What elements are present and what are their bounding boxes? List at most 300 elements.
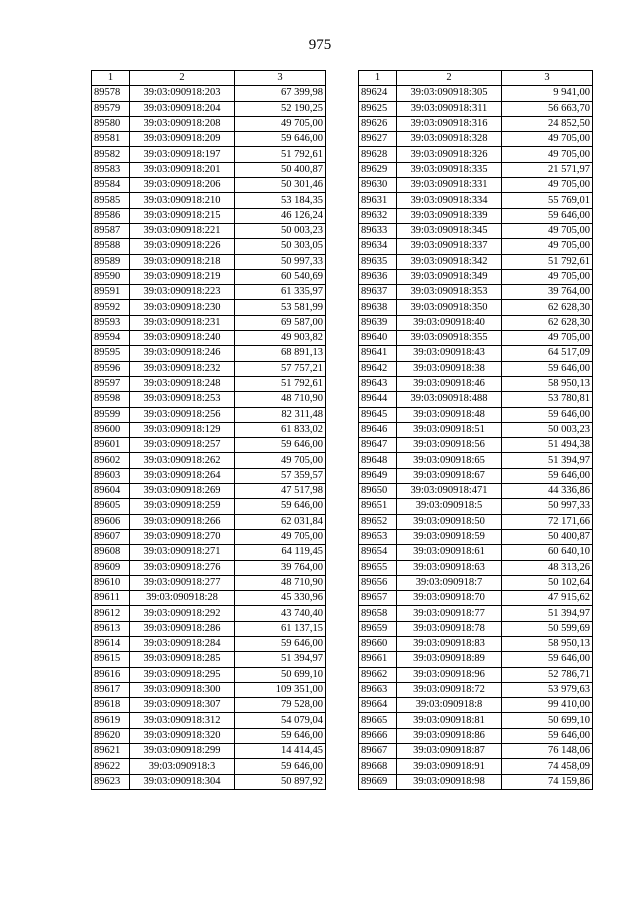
cadastral-value: 62 628,30 [502, 300, 593, 315]
cadastral-id: 39:03:090918:83 [397, 636, 502, 651]
table-row [359, 132, 593, 147]
table-row [92, 315, 326, 330]
cadastral-value: 47 915,62 [502, 591, 593, 606]
cadastral-value: 50 997,33 [235, 254, 326, 269]
row-number: 89585 [92, 193, 130, 208]
row-number: 89600 [92, 422, 130, 437]
table-row [92, 101, 326, 116]
table-row [359, 438, 593, 453]
cadastral-id: 39:03:090918:223 [130, 285, 235, 300]
cadastral-id: 39:03:090918:350 [397, 300, 502, 315]
row-number: 89636 [359, 269, 397, 284]
row-number: 89626 [359, 116, 397, 131]
table-row [359, 208, 593, 223]
cadastral-value: 51 394,97 [235, 652, 326, 667]
cadastral-value: 53 979,63 [502, 682, 593, 697]
table-row [92, 484, 326, 499]
table-row [359, 178, 593, 193]
cadastral-value: 59 646,00 [235, 438, 326, 453]
table-row [359, 682, 593, 697]
table-row [92, 636, 326, 651]
table-row [92, 560, 326, 575]
table-row [359, 713, 593, 728]
cadastral-value: 49 705,00 [502, 147, 593, 162]
cadastral-id: 39:03:090918:339 [397, 208, 502, 223]
cadastral-value: 58 950,13 [502, 636, 593, 651]
row-number: 89644 [359, 392, 397, 407]
column-header-number: 1 [359, 71, 397, 86]
cadastral-value: 57 359,57 [235, 468, 326, 483]
cadastral-id: 39:03:090918:231 [130, 315, 235, 330]
cadastral-id: 39:03:090918:221 [130, 223, 235, 238]
row-number: 89595 [92, 346, 130, 361]
cadastral-value: 49 705,00 [502, 178, 593, 193]
table-row [359, 254, 593, 269]
cadastral-id: 39:03:090918:204 [130, 101, 235, 116]
cadastral-id: 39:03:090918:226 [130, 239, 235, 254]
row-number: 89640 [359, 331, 397, 346]
cadastral-id: 39:03:090918:81 [397, 713, 502, 728]
cadastral-value: 58 950,13 [502, 376, 593, 391]
row-number: 89632 [359, 208, 397, 223]
cadastral-value: 59 646,00 [235, 728, 326, 743]
row-number: 89647 [359, 438, 397, 453]
cadastral-value: 50 303,05 [235, 239, 326, 254]
column-header-cadastral-id: 2 [397, 71, 502, 86]
cadastral-value: 62 031,84 [235, 514, 326, 529]
table-row [92, 285, 326, 300]
table-row [359, 468, 593, 483]
row-number: 89584 [92, 178, 130, 193]
cadastral-id: 39:03:090918:70 [397, 591, 502, 606]
table-row [92, 147, 326, 162]
table-row [359, 575, 593, 590]
row-number: 89586 [92, 208, 130, 223]
cadastral-id: 39:03:090918:51 [397, 422, 502, 437]
cadastral-value: 59 646,00 [502, 468, 593, 483]
column-header-value: 3 [502, 71, 593, 86]
row-number: 89590 [92, 269, 130, 284]
cadastral-value: 14 414,45 [235, 744, 326, 759]
cadastral-id: 39:03:090918:246 [130, 346, 235, 361]
cadastral-id: 39:03:090918:328 [397, 132, 502, 147]
row-number: 89649 [359, 468, 397, 483]
cadastral-id: 39:03:090918:253 [130, 392, 235, 407]
table-row [359, 606, 593, 621]
cadastral-id: 39:03:090918:46 [397, 376, 502, 391]
cadastral-id: 39:03:090918:471 [397, 484, 502, 499]
cadastral-value: 59 646,00 [235, 636, 326, 651]
cadastral-id: 39:03:090918:316 [397, 116, 502, 131]
cadastral-value: 79 528,00 [235, 698, 326, 713]
table-row [359, 636, 593, 651]
cadastral-id: 39:03:090918:209 [130, 132, 235, 147]
table-row [359, 116, 593, 131]
cadastral-value: 47 517,98 [235, 484, 326, 499]
cadastral-value: 67 399,98 [235, 86, 326, 101]
cadastral-value: 82 311,48 [235, 407, 326, 422]
table-row [359, 147, 593, 162]
cadastral-value: 59 646,00 [235, 759, 326, 774]
register-table-left [91, 70, 326, 790]
cadastral-id: 39:03:090918:3 [130, 759, 235, 774]
row-number: 89594 [92, 331, 130, 346]
row-number: 89669 [359, 774, 397, 789]
cadastral-id: 39:03:090918:59 [397, 529, 502, 544]
table-row [92, 759, 326, 774]
row-number: 89654 [359, 545, 397, 560]
cadastral-id: 39:03:090918:5 [397, 499, 502, 514]
cadastral-value: 49 903,82 [235, 331, 326, 346]
table-row [359, 529, 593, 544]
cadastral-value: 109 351,00 [235, 682, 326, 697]
table-row [92, 575, 326, 590]
cadastral-value: 49 705,00 [502, 239, 593, 254]
cadastral-value: 21 571,97 [502, 162, 593, 177]
cadastral-id: 39:03:090918:248 [130, 376, 235, 391]
cadastral-value: 48 313,26 [502, 560, 593, 575]
cadastral-value: 49 705,00 [502, 223, 593, 238]
row-number: 89596 [92, 361, 130, 376]
cadastral-id: 39:03:090918:342 [397, 254, 502, 269]
table-row [92, 514, 326, 529]
table-row [92, 193, 326, 208]
row-number: 89663 [359, 682, 397, 697]
row-number: 89601 [92, 438, 130, 453]
row-number: 89588 [92, 239, 130, 254]
cadastral-id: 39:03:090918:8 [397, 698, 502, 713]
cadastral-value: 24 852,50 [502, 116, 593, 131]
table-row [92, 728, 326, 743]
cadastral-id: 39:03:090918:67 [397, 468, 502, 483]
row-number: 89633 [359, 223, 397, 238]
cadastral-value: 45 330,96 [235, 591, 326, 606]
row-number: 89620 [92, 728, 130, 743]
row-number: 89656 [359, 575, 397, 590]
cadastral-value: 48 710,90 [235, 392, 326, 407]
cadastral-value: 74 159,86 [502, 774, 593, 789]
row-number: 89587 [92, 223, 130, 238]
row-number: 89583 [92, 162, 130, 177]
row-number: 89603 [92, 468, 130, 483]
cadastral-id: 39:03:090918:269 [130, 484, 235, 499]
cadastral-id: 39:03:090918:89 [397, 652, 502, 667]
cadastral-id: 39:03:090918:240 [130, 331, 235, 346]
row-number: 89643 [359, 376, 397, 391]
row-number: 89628 [359, 147, 397, 162]
table-row [92, 178, 326, 193]
cadastral-id: 39:03:090918:72 [397, 682, 502, 697]
cadastral-value: 51 792,61 [235, 376, 326, 391]
table-row [359, 193, 593, 208]
row-number: 89616 [92, 667, 130, 682]
table-row [359, 667, 593, 682]
table-row [359, 331, 593, 346]
row-number: 89579 [92, 101, 130, 116]
cadastral-value: 50 003,23 [502, 422, 593, 437]
row-number: 89582 [92, 147, 130, 162]
cadastral-value: 51 792,61 [502, 254, 593, 269]
table-row [92, 438, 326, 453]
cadastral-value: 52 786,71 [502, 667, 593, 682]
table-row [359, 499, 593, 514]
row-number: 89664 [359, 698, 397, 713]
row-number: 89605 [92, 499, 130, 514]
cadastral-value: 59 646,00 [502, 728, 593, 743]
row-number: 89641 [359, 346, 397, 361]
table-row [92, 208, 326, 223]
cadastral-id: 39:03:090918:304 [130, 774, 235, 789]
cadastral-value: 49 705,00 [502, 132, 593, 147]
cadastral-id: 39:03:090918:320 [130, 728, 235, 743]
table-row [359, 285, 593, 300]
row-number: 89607 [92, 529, 130, 544]
cadastral-value: 61 833,02 [235, 422, 326, 437]
table-row [92, 407, 326, 422]
cadastral-value: 64 119,45 [235, 545, 326, 560]
row-number: 89635 [359, 254, 397, 269]
cadastral-id: 39:03:090918:488 [397, 392, 502, 407]
table-row [92, 331, 326, 346]
cadastral-value: 54 079,04 [235, 713, 326, 728]
row-number: 89608 [92, 545, 130, 560]
cadastral-value: 55 769,01 [502, 193, 593, 208]
column-header-cadastral-id: 2 [130, 71, 235, 86]
row-number: 89666 [359, 728, 397, 743]
cadastral-value: 39 764,00 [502, 285, 593, 300]
cadastral-value: 44 336,86 [502, 484, 593, 499]
cadastral-value: 49 705,00 [502, 269, 593, 284]
cadastral-id: 39:03:090918:43 [397, 346, 502, 361]
row-number: 89622 [92, 759, 130, 774]
cadastral-value: 60 540,69 [235, 269, 326, 284]
row-number: 89612 [92, 606, 130, 621]
row-number: 89623 [92, 774, 130, 789]
cadastral-value: 43 740,40 [235, 606, 326, 621]
cadastral-id: 39:03:090918:28 [130, 591, 235, 606]
cadastral-id: 39:03:090918:299 [130, 744, 235, 759]
cadastral-id: 39:03:090918:40 [397, 315, 502, 330]
cadastral-id: 39:03:090918:292 [130, 606, 235, 621]
cadastral-value: 59 646,00 [502, 208, 593, 223]
cadastral-id: 39:03:090918:337 [397, 239, 502, 254]
cadastral-id: 39:03:090918:50 [397, 514, 502, 529]
cadastral-id: 39:03:090918:256 [130, 407, 235, 422]
table-row [359, 774, 593, 789]
cadastral-id: 39:03:090918:91 [397, 759, 502, 774]
row-number: 89621 [92, 744, 130, 759]
cadastral-value: 61 335,97 [235, 285, 326, 300]
cadastral-value: 50 599,69 [502, 621, 593, 636]
cadastral-id: 39:03:090918:300 [130, 682, 235, 697]
table-row [92, 774, 326, 789]
row-number: 89668 [359, 759, 397, 774]
table-row [359, 407, 593, 422]
cadastral-id: 39:03:090918:285 [130, 652, 235, 667]
table-row [359, 361, 593, 376]
row-number: 89614 [92, 636, 130, 651]
cadastral-id: 39:03:090918:210 [130, 193, 235, 208]
row-number: 89642 [359, 361, 397, 376]
table-row [359, 744, 593, 759]
cadastral-id: 39:03:090918:305 [397, 86, 502, 101]
row-number: 89593 [92, 315, 130, 330]
cadastral-id: 39:03:090918:295 [130, 667, 235, 682]
cadastral-id: 39:03:090918:312 [130, 713, 235, 728]
table-row [92, 361, 326, 376]
cadastral-value: 50 102,64 [502, 575, 593, 590]
row-number: 89667 [359, 744, 397, 759]
table-row [92, 713, 326, 728]
cadastral-value: 52 190,25 [235, 101, 326, 116]
row-number: 89625 [359, 101, 397, 116]
table-row [359, 422, 593, 437]
row-number: 89639 [359, 315, 397, 330]
row-number: 89631 [359, 193, 397, 208]
row-number: 89598 [92, 392, 130, 407]
row-number: 89613 [92, 621, 130, 636]
table-row [359, 591, 593, 606]
column-header-number: 1 [92, 71, 130, 86]
row-number: 89630 [359, 178, 397, 193]
cadastral-id: 39:03:090918:206 [130, 178, 235, 193]
cadastral-value: 59 646,00 [235, 499, 326, 514]
register-table-right [358, 70, 593, 790]
cadastral-value: 57 757,21 [235, 361, 326, 376]
row-number: 89653 [359, 529, 397, 544]
row-number: 89624 [359, 86, 397, 101]
table-row [92, 453, 326, 468]
table-row [359, 545, 593, 560]
table-header-row [92, 71, 326, 86]
cadastral-id: 39:03:090918:65 [397, 453, 502, 468]
cadastral-value: 56 663,70 [502, 101, 593, 116]
column-header-value: 3 [235, 71, 326, 86]
row-number: 89657 [359, 591, 397, 606]
table-row [92, 744, 326, 759]
table-row [359, 346, 593, 361]
row-number: 89591 [92, 285, 130, 300]
cadastral-id: 39:03:090918:345 [397, 223, 502, 238]
table-row [92, 392, 326, 407]
table-row [92, 468, 326, 483]
table-row [359, 514, 593, 529]
cadastral-value: 50 897,92 [235, 774, 326, 789]
cadastral-id: 39:03:090918:355 [397, 331, 502, 346]
table-row [92, 529, 326, 544]
cadastral-id: 39:03:090918:197 [130, 147, 235, 162]
cadastral-value: 49 705,00 [235, 116, 326, 131]
cadastral-value: 99 410,00 [502, 698, 593, 713]
table-row [92, 86, 326, 101]
cadastral-value: 50 699,10 [502, 713, 593, 728]
row-number: 89606 [92, 514, 130, 529]
cadastral-id: 39:03:090918:335 [397, 162, 502, 177]
cadastral-id: 39:03:090918:286 [130, 621, 235, 636]
row-number: 89609 [92, 560, 130, 575]
table-row [359, 86, 593, 101]
cadastral-id: 39:03:090918:219 [130, 269, 235, 284]
row-number: 89660 [359, 636, 397, 651]
row-number: 89629 [359, 162, 397, 177]
cadastral-value: 50 003,23 [235, 223, 326, 238]
row-number: 89665 [359, 713, 397, 728]
table-row [92, 132, 326, 147]
row-number: 89602 [92, 453, 130, 468]
cadastral-id: 39:03:090918:257 [130, 438, 235, 453]
cadastral-value: 60 640,10 [502, 545, 593, 560]
row-number: 89638 [359, 300, 397, 315]
row-number: 89615 [92, 652, 130, 667]
row-number: 89604 [92, 484, 130, 499]
table-row [359, 484, 593, 499]
table-row [359, 162, 593, 177]
row-number: 89658 [359, 606, 397, 621]
cadastral-id: 39:03:090918:270 [130, 529, 235, 544]
table-row [359, 560, 593, 575]
cadastral-value: 50 301,46 [235, 178, 326, 193]
cadastral-id: 39:03:090918:87 [397, 744, 502, 759]
table-row [92, 346, 326, 361]
table-row [92, 606, 326, 621]
cadastral-value: 49 705,00 [235, 453, 326, 468]
row-number: 89652 [359, 514, 397, 529]
cadastral-id: 39:03:090918:334 [397, 193, 502, 208]
cadastral-value: 69 587,00 [235, 315, 326, 330]
cadastral-id: 39:03:090918:48 [397, 407, 502, 422]
cadastral-value: 59 646,00 [502, 407, 593, 422]
cadastral-value: 51 494,38 [502, 438, 593, 453]
cadastral-id: 39:03:090918:271 [130, 545, 235, 560]
cadastral-value: 53 581,99 [235, 300, 326, 315]
row-number: 89651 [359, 499, 397, 514]
row-number: 89650 [359, 484, 397, 499]
cadastral-id: 39:03:090918:230 [130, 300, 235, 315]
cadastral-id: 39:03:090918:98 [397, 774, 502, 789]
cadastral-id: 39:03:090918:277 [130, 575, 235, 590]
cadastral-value: 74 458,09 [502, 759, 593, 774]
cadastral-id: 39:03:090918:7 [397, 575, 502, 590]
table-row [359, 621, 593, 636]
cadastral-id: 39:03:090918:259 [130, 499, 235, 514]
cadastral-id: 39:03:090918:78 [397, 621, 502, 636]
cadastral-id: 39:03:090918:326 [397, 147, 502, 162]
table-row [92, 116, 326, 131]
cadastral-id: 39:03:090918:266 [130, 514, 235, 529]
cadastral-id: 39:03:090918:218 [130, 254, 235, 269]
table-row [92, 300, 326, 315]
cadastral-value: 51 394,97 [502, 606, 593, 621]
row-number: 89592 [92, 300, 130, 315]
row-number: 89618 [92, 698, 130, 713]
row-number: 89661 [359, 652, 397, 667]
table-header-row [359, 71, 593, 86]
cadastral-id: 39:03:090918:262 [130, 453, 235, 468]
cadastral-id: 39:03:090918:96 [397, 667, 502, 682]
row-number: 89645 [359, 407, 397, 422]
row-number: 89619 [92, 713, 130, 728]
cadastral-value: 59 646,00 [235, 132, 326, 147]
cadastral-value: 53 184,35 [235, 193, 326, 208]
cadastral-id: 39:03:090918:129 [130, 422, 235, 437]
table-row [92, 545, 326, 560]
cadastral-value: 50 699,10 [235, 667, 326, 682]
cadastral-id: 39:03:090918:276 [130, 560, 235, 575]
cadastral-value: 59 646,00 [502, 361, 593, 376]
table-row [359, 101, 593, 116]
table-row [92, 269, 326, 284]
row-number: 89580 [92, 116, 130, 131]
